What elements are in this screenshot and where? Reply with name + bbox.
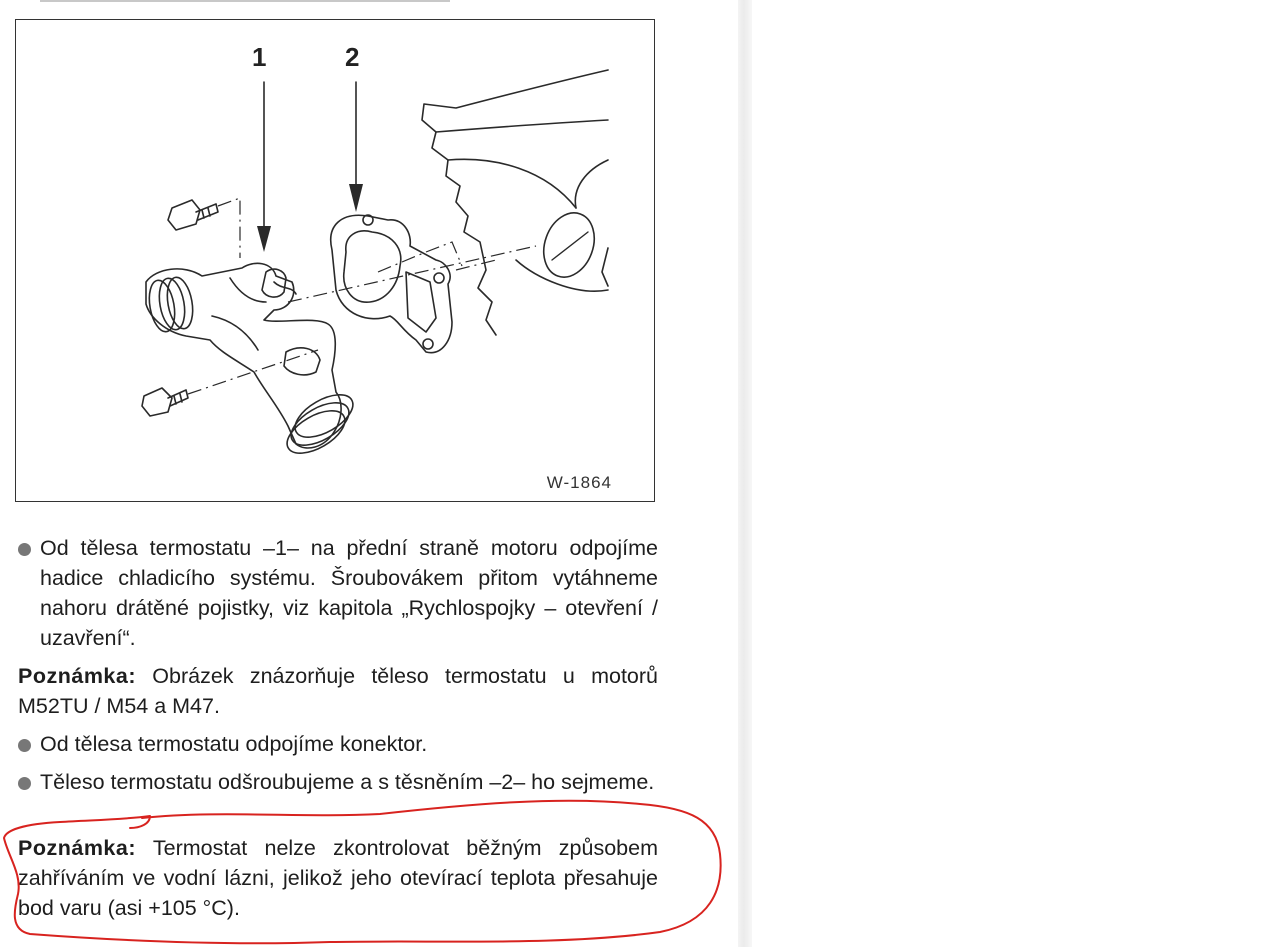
step-3-text: Těleso termostatu odšroubujeme a s těsněním –2– ho sejmeme. bbox=[40, 770, 655, 794]
bullet-dot bbox=[18, 739, 31, 752]
step-2-text: Od tělesa termostatu odpojíme konektor. bbox=[40, 732, 428, 756]
thermostat-figure bbox=[15, 19, 655, 502]
note-2 bbox=[18, 833, 658, 923]
note-1-label: Poznámka: bbox=[18, 664, 137, 688]
callout-2: 2 bbox=[345, 42, 360, 72]
thermostat-exploded-drawing bbox=[16, 20, 656, 503]
step-1-text: Od tělesa termostatu –1– na přední straně motoru odpojíme hadice chladicího systému. Šroubovákem přitom vytáhneme nahoru drátěné pojistky, viz kapitola „Rychlospojky – otevření / uzavření“. bbox=[40, 536, 658, 650]
cropped-top-line bbox=[0, 0, 740, 8]
bullet-dot bbox=[18, 777, 31, 790]
note-1 bbox=[18, 661, 658, 721]
page-gutter bbox=[738, 0, 752, 947]
step-2 bbox=[18, 729, 658, 759]
note-2-text: Termostat nelze zkontrolovat běžným způsobem zahříváním ve vodní lázni, jelikož jeho otevírací teplota přesahuje bod varu (asi +105 °C). bbox=[18, 836, 658, 920]
note-1-text: Obrázek znázorňuje těleso termostatu u motorů M52TU / M54 a M47. bbox=[18, 664, 658, 718]
note-2-label: Poznámka: bbox=[18, 836, 137, 860]
callout-1: 1 bbox=[252, 42, 267, 72]
step-1 bbox=[18, 533, 658, 653]
bullet-dot bbox=[18, 543, 31, 556]
step-3 bbox=[18, 767, 658, 797]
figure-code: W-1864 bbox=[546, 473, 612, 492]
